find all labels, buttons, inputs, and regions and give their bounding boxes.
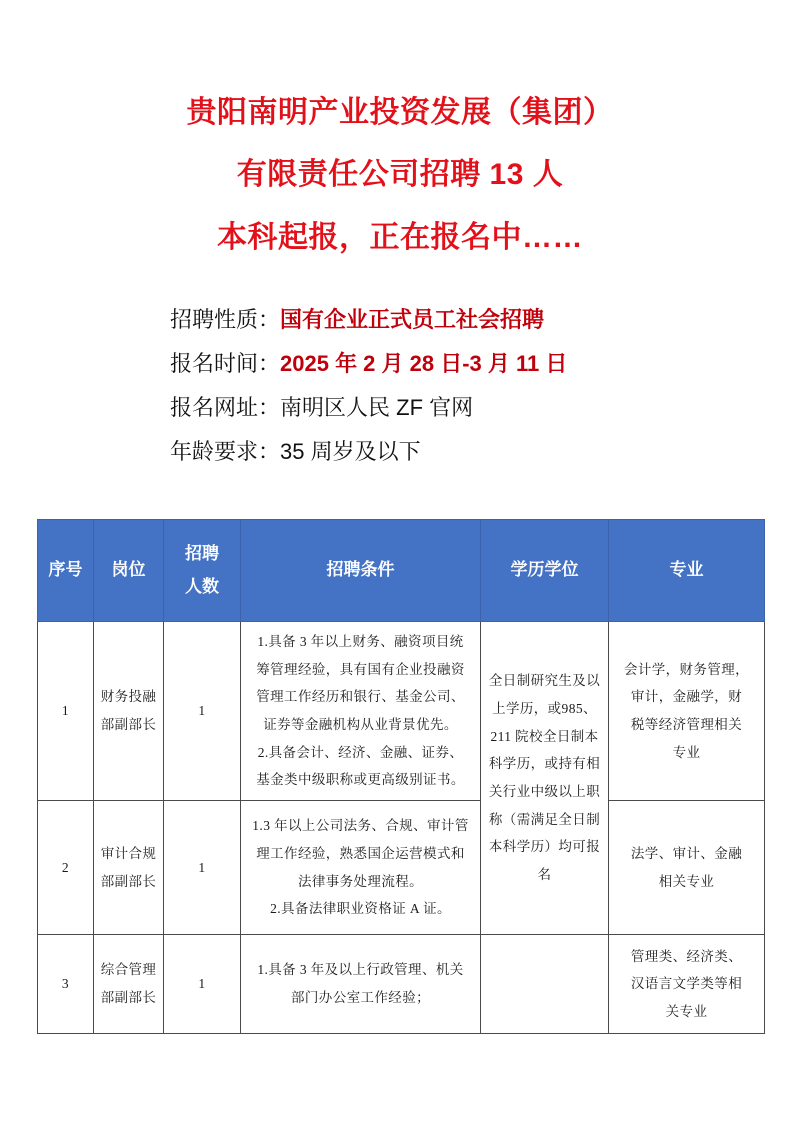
education-line: 上学历，或985、 bbox=[492, 701, 597, 716]
info-row-website bbox=[170, 397, 800, 419]
education-line: 科学历，或持有相 bbox=[488, 756, 601, 772]
column-header-count-line2: 人数 bbox=[185, 576, 219, 596]
info-value-age: 35 周岁及以下 bbox=[280, 439, 421, 464]
cell-post bbox=[94, 935, 164, 1034]
cell-education-empty bbox=[481, 935, 609, 1034]
cell-condition bbox=[241, 801, 481, 935]
column-header-count bbox=[164, 520, 241, 622]
cell-education-merged bbox=[481, 622, 609, 935]
cell-count: 1 bbox=[164, 935, 241, 1034]
major-line: 管理类、经济类、 bbox=[630, 948, 743, 964]
cell-condition bbox=[241, 935, 481, 1034]
column-header-index: 序号 bbox=[38, 520, 94, 622]
cell-major bbox=[609, 801, 765, 935]
jobs-table-body bbox=[38, 622, 765, 1034]
table-row bbox=[38, 801, 765, 935]
condition-line: 筹管理经验，具有国有企业投融资 bbox=[256, 661, 465, 677]
info-label-website: 报名网址： bbox=[170, 395, 281, 420]
column-header-post: 岗位 bbox=[94, 520, 164, 622]
info-label-nature: 招聘性质： bbox=[170, 307, 281, 332]
cell-post bbox=[94, 622, 164, 801]
jobs-table-header bbox=[38, 520, 765, 622]
column-header-condition: 招聘条件 bbox=[241, 520, 481, 622]
cell-post-line2: 部副部长 bbox=[100, 873, 157, 889]
condition-line: 部门办公室工作经验； bbox=[291, 990, 430, 1006]
condition-line: 1.具备 3 年及以上行政管理、机关 bbox=[257, 962, 464, 978]
major-line: 会计学，财务管理， bbox=[623, 661, 750, 677]
condition-line: 2.具备会计、经济、金融、证券、 bbox=[257, 744, 464, 760]
education-line: 全日制研究生及以 bbox=[488, 673, 601, 689]
column-header-count-line1: 招聘 bbox=[185, 544, 219, 564]
info-value-date: 2025 年 2 月 28 日-3 月 11 日 bbox=[280, 351, 568, 376]
major-line: 相关专业 bbox=[658, 873, 715, 889]
condition-line: 1.3 年以上公司法务、合规、审计管 bbox=[252, 818, 469, 834]
cell-major bbox=[609, 935, 765, 1034]
cell-index: 1 bbox=[38, 622, 94, 801]
condition-line: 2.具备法律职业资格证 A 证。 bbox=[270, 901, 451, 917]
page-title-line-2: 有限责任公司招聘 13 人 bbox=[236, 158, 564, 191]
jobs-table bbox=[37, 519, 765, 1034]
table-row bbox=[38, 935, 765, 1034]
cell-post-line1: 审计合规 bbox=[100, 845, 157, 861]
info-row-date bbox=[170, 353, 800, 375]
major-line: 专业 bbox=[672, 744, 701, 760]
cell-count: 1 bbox=[164, 622, 241, 801]
info-row-nature bbox=[170, 309, 800, 331]
education-line: 本科学历）均可报 bbox=[488, 839, 601, 855]
recruitment-info-block bbox=[0, 309, 800, 463]
cell-post-line1: 财务投融 bbox=[100, 689, 157, 705]
info-value-website: 南明区人民 ZF 官网 bbox=[280, 395, 474, 420]
info-value-nature: 国有企业正式员工社会招聘 bbox=[280, 307, 545, 332]
page-title-line-1: 贵阳南明产业投资发展（集团） bbox=[186, 96, 614, 129]
education-line: 名 bbox=[537, 867, 552, 883]
condition-line: 法律事务处理流程。 bbox=[297, 873, 424, 889]
document-title-block bbox=[0, 0, 800, 253]
table-header-row bbox=[38, 520, 765, 622]
major-line: 汉语言文学类等相 bbox=[630, 976, 743, 992]
condition-line: 理工作经验，熟悉国企运营模式和 bbox=[256, 845, 465, 861]
column-header-major: 专业 bbox=[609, 520, 765, 622]
major-line: 法学、审计、金融 bbox=[630, 845, 743, 861]
cell-post-line1: 综合管理 bbox=[100, 962, 157, 978]
condition-line: 管理工作经历和银行、基金公司、 bbox=[256, 689, 465, 705]
cell-major bbox=[609, 622, 765, 801]
jobs-table-wrapper bbox=[37, 519, 764, 1034]
table-row bbox=[38, 622, 765, 801]
major-line: 税等经济管理相关 bbox=[630, 717, 743, 733]
condition-line: 证券等金融机构从业背景优先。 bbox=[263, 717, 458, 733]
cell-index: 3 bbox=[38, 935, 94, 1034]
condition-line: 1.具备 3 年以上财务、融资项目统 bbox=[257, 634, 464, 649]
cell-index: 2 bbox=[38, 801, 94, 935]
major-line: 审计，金融学，财 bbox=[630, 689, 743, 705]
cell-post-line2: 部副部长 bbox=[100, 990, 157, 1006]
info-label-date: 报名时间： bbox=[170, 351, 281, 376]
cell-condition bbox=[241, 622, 481, 801]
education-line: 称（需满足全日制 bbox=[488, 811, 601, 827]
education-line: 211 院校全日制本 bbox=[490, 728, 599, 744]
cell-count: 1 bbox=[164, 801, 241, 935]
cell-post bbox=[94, 801, 164, 935]
condition-line: 基金类中级职称或更高级别证书。 bbox=[256, 772, 465, 788]
info-label-age: 年龄要求： bbox=[170, 439, 281, 464]
cell-post-line2: 部副部长 bbox=[100, 717, 157, 733]
education-line: 关行业中级以上职 bbox=[488, 784, 601, 800]
page-title-line-3: 本科起报，正在报名中…… bbox=[217, 221, 583, 254]
column-header-education: 学历学位 bbox=[481, 520, 609, 622]
info-row-age bbox=[170, 441, 800, 463]
major-line: 关专业 bbox=[665, 1003, 708, 1019]
